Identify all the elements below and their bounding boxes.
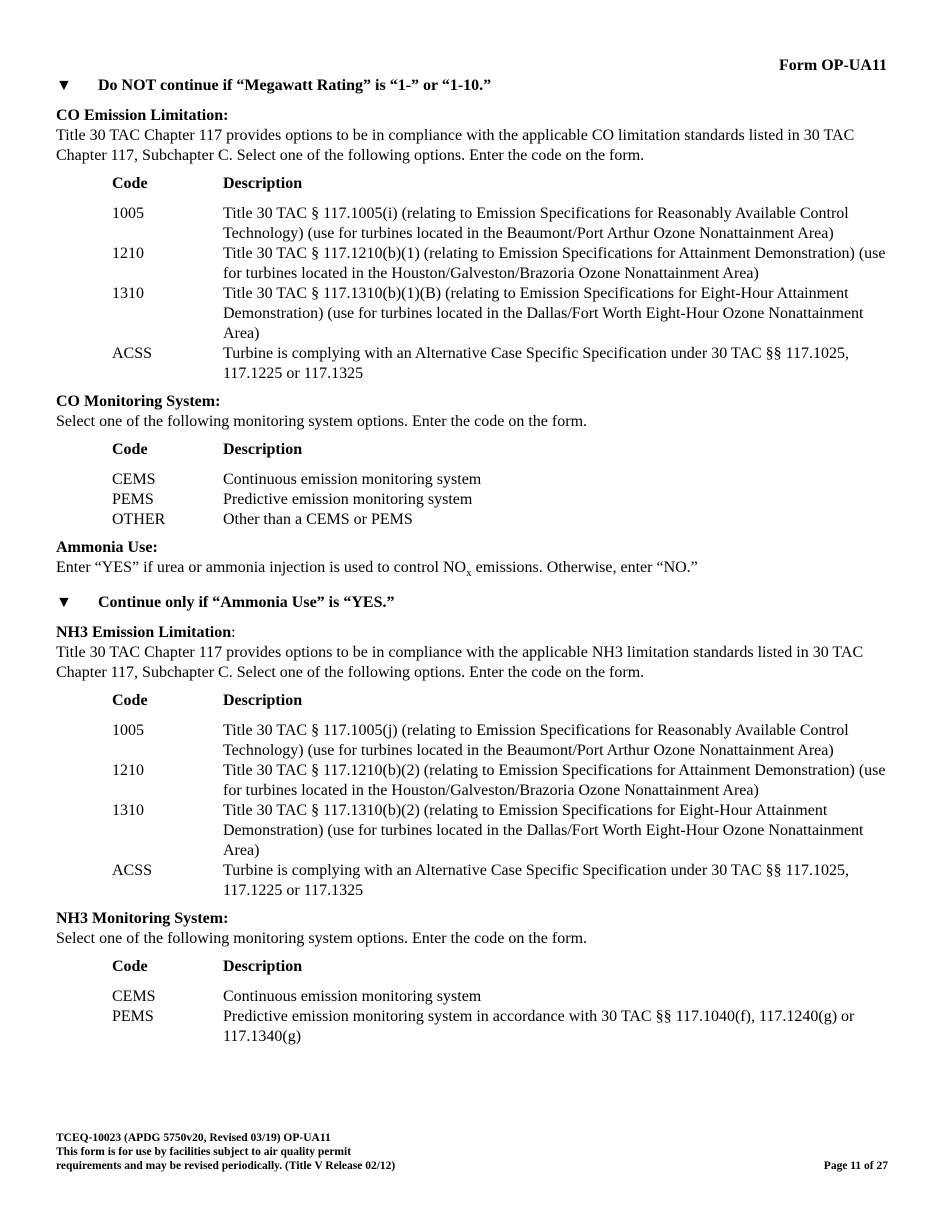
nh3-limitation-title-text: NH3 Emission Limitation: [56, 624, 232, 642]
ammonia-text-before: Enter “YES” if urea or ammonia injection is used to control NO: [56, 559, 467, 576]
column-header-description: Description: [223, 958, 303, 976]
table-row: [112, 761, 896, 801]
nh3-limitation-title: [56, 623, 896, 643]
footer-line-3: requirements and may be revised periodically. (Title V Release 02/12): [56, 1160, 396, 1172]
footer-line-2: This form is for use by facilities subject to air quality permit: [56, 1146, 352, 1158]
table-row: [112, 470, 896, 490]
description-cell: Continuous emission monitoring system: [223, 988, 482, 1006]
ammonia-subscript: x: [466, 567, 472, 580]
co-monitoring-table: [112, 440, 896, 530]
code-cell: ACSS: [112, 862, 153, 880]
table-row: [112, 284, 896, 344]
table-row: [112, 244, 896, 284]
description-cell: Title 30 TAC § 117.1310(b)(2) (relating to Emission Specifications for Eight-Hour Attainment Demonstration) (use for turbines located in the Dallas/Fort Worth Eight-Hour Ozone Nonattainment Area): [223, 802, 864, 860]
table-row: [112, 510, 896, 530]
nh3-monitoring-table: [112, 957, 896, 1047]
co-limitation-table: [112, 174, 896, 384]
nh3-monitoring-title: NH3 Monitoring System:: [56, 910, 229, 928]
nh3-limitation-colon: :: [231, 624, 236, 642]
co-limitation-title: CO Emission Limitation:: [56, 107, 229, 124]
ammonia-use-title: Ammonia Use:: [56, 539, 158, 556]
nh3-limitation-table: [112, 691, 896, 901]
column-header-code: Code: [112, 958, 148, 976]
description-cell: Title 30 TAC § 117.1005(i) (relating to Emission Specifications for Reasonably Available Control Technology) (use for turbines located in the Beaumont/Port Arthur Ozone Nonattainment Area): [223, 205, 849, 242]
ammonia-text-after: emissions. Otherwise, enter “NO.”: [471, 559, 698, 576]
code-cell: 1005: [112, 722, 144, 740]
description-cell: Title 30 TAC § 117.1210(b)(1) (relating to Emission Specifications for Attainment Demonstration) (use for turbines located in the Houston/Galveston/Brazoria Ozone Nonattainment Area): [223, 245, 886, 282]
code-cell: PEMS: [112, 1008, 154, 1026]
warning-text: Continue only if “Ammonia Use” is “YES.”: [98, 594, 395, 612]
code-cell: PEMS: [112, 491, 154, 508]
table-row: [112, 861, 896, 901]
code-cell: CEMS: [112, 988, 156, 1006]
table-row: [112, 344, 896, 384]
table-row: [112, 801, 896, 861]
table-row: [112, 490, 896, 510]
description-cell: Title 30 TAC § 117.1210(b)(2) (relating to Emission Specifications for Attainment Demonstration) (use for turbines located in the Houston/Galveston/Brazoria Ozone Nonattainment Area): [223, 762, 886, 800]
column-header-code: Code: [112, 175, 148, 192]
table-row: [112, 721, 896, 761]
code-cell: CEMS: [112, 471, 156, 488]
description-cell: Predictive emission monitoring system: [223, 491, 473, 508]
code-cell: 1005: [112, 205, 144, 222]
page-footer: [56, 1131, 888, 1173]
nh3-limitation-intro: Title 30 TAC Chapter 117 provides options to be in compliance with the applicable NH3 limitation standards listed in 30 TAC Chapter 117, Subchapter C. Select one of the following options. Enter the code on the form.: [56, 644, 864, 682]
table-row: [112, 1007, 896, 1047]
co-limitation-intro: Title 30 TAC Chapter 117 provides options to be in compliance with the applicable CO limitation standards listed in 30 TAC Chapter 117, Subchapter C. Select one of the following options. Enter the code on the form.: [56, 127, 855, 164]
column-header-code: Code: [112, 692, 148, 710]
ammonia-use-text: [56, 558, 896, 583]
code-cell: OTHER: [112, 511, 166, 528]
down-triangle-icon: ▼: [56, 77, 72, 94]
page-number: Page 11 of 27: [823, 1160, 888, 1172]
form-id: Form OP-UA11: [779, 57, 887, 74]
code-cell: 1310: [112, 285, 144, 302]
column-header-description: Description: [223, 692, 303, 710]
warning-megawatt: [56, 76, 896, 96]
description-cell: Title 30 TAC § 117.1005(j) (relating to Emission Specifications for Reasonably Available Control Technology) (use for turbines located in the Beaumont/Port Arthur Ozone Nonattainment Area): [223, 722, 849, 760]
description-cell: Continuous emission monitoring system: [223, 471, 482, 488]
code-cell: 1210: [112, 245, 144, 262]
table-row: [112, 204, 896, 244]
nh3-monitoring-intro: Select one of the following monitoring system options. Enter the code on the form.: [56, 930, 588, 948]
description-cell: Other than a CEMS or PEMS: [223, 511, 413, 528]
warning-text: Do NOT continue if “Megawatt Rating” is “1-” or “1-10.”: [98, 77, 492, 94]
table-row: [112, 987, 896, 1007]
warning-ammonia: [56, 593, 896, 613]
column-header-code: Code: [112, 441, 148, 458]
code-cell: 1210: [112, 762, 144, 780]
description-cell: Predictive emission monitoring system in accordance with 30 TAC §§ 117.1040(f), 117.1240(g) or 117.1340(g): [223, 1008, 855, 1046]
code-cell: ACSS: [112, 345, 153, 362]
description-cell: Title 30 TAC § 117.1310(b)(1)(B) (relating to Emission Specifications for Eight-Hour Attainment Demonstration) (use for turbines located in the Dallas/Fort Worth Eight-Hour Ozone Nonattainment Area): [223, 285, 864, 342]
description-cell: Turbine is complying with an Alternative Case Specific Specification under 30 TAC §§ 117.1025, 117.1225 or 117.1325: [223, 862, 850, 900]
description-cell: Turbine is complying with an Alternative Case Specific Specification under 30 TAC §§ 117.1025, 117.1225 or 117.1325: [223, 345, 850, 382]
footer-line-1: TCEQ-10023 (APDG 5750v20, Revised 03/19) OP-UA11: [56, 1132, 331, 1144]
co-monitoring-title: CO Monitoring System:: [56, 393, 221, 410]
down-triangle-icon: ▼: [56, 594, 72, 612]
column-header-description: Description: [223, 441, 303, 458]
content: [56, 76, 896, 1055]
code-cell: 1310: [112, 802, 144, 820]
column-header-description: Description: [223, 175, 303, 192]
co-monitoring-intro: Select one of the following monitoring system options. Enter the code on the form.: [56, 413, 588, 430]
